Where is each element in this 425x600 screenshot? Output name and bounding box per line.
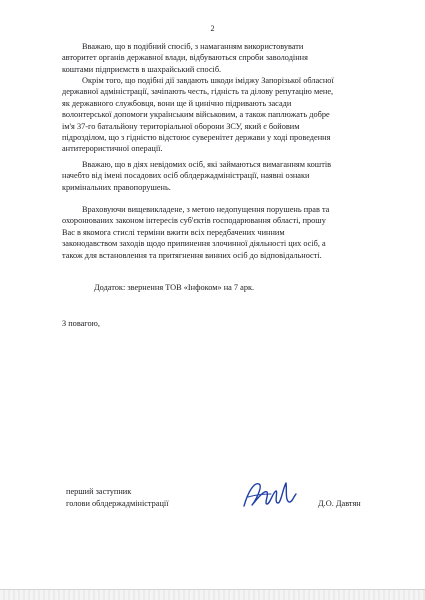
closing-salutation: З повагою,: [62, 319, 100, 328]
handwritten-signature: [240, 478, 298, 512]
page-number: 2: [210, 24, 215, 33]
paragraph-2: Окрім того, що подібні дії завдають шкоди іміджу Запорізької обласної державної адміністрації, зачіпають честь, гідність та ділову репутацію мене, як державного службовця, вони ще й цинічно підривають засади волонтерської допомоги українським військовим, а також паплюжать добре ім'я 37-го батальйону територіальної оборони ЗСУ, який є бойовим підрозділом, що з гідністю відстоює суверенітет держави у ході проведення антитерористичної операції.: [62, 76, 334, 154]
signatory-name: Д.О. Давтян: [318, 499, 361, 508]
paragraph-4: Враховуючи вищевикладене, з метою недопущення порушень прав та охоронюваних законом інтересів суб'єктів господарювання області, прошу Вас в якомога стислі терміни вжити всіх передбачених чинним законодавством заходів щодо припинення злочинної діяльності цих осіб, а також для встановлення та притягнення винних осіб до відповідальності.: [62, 205, 330, 260]
scan-edge-artifact: [0, 590, 425, 600]
signatory-title: перший заступник голови облдержадміністрації: [66, 487, 169, 508]
paragraph-1: Вважаю, що в подібний спосіб, з намаганням використовувати авторитет органів державної влади, відбуваються спроби заволодіння коштами підприємств в шахрайський спосіб.: [62, 42, 308, 74]
attachment-note: Додаток: звернення ТОВ «Інфоком» на 7 арк.: [94, 283, 255, 292]
paragraph-3: Вважаю, що в діях невідомих осіб, які займаються вимаганням коштів начебто від імені посадових осіб облдержадміністрації, наявні ознаки кримінальних правопорушень.: [62, 160, 332, 192]
